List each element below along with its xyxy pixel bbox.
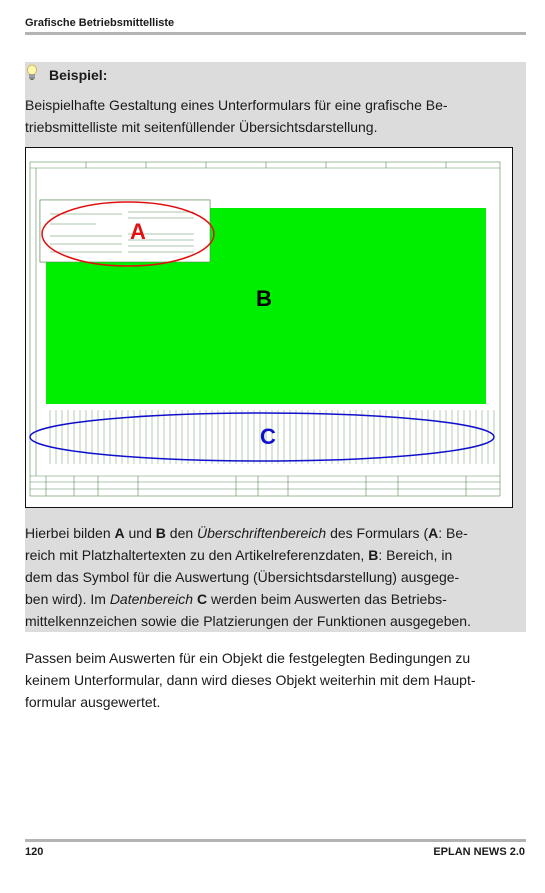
example-label: Beispiel: bbox=[49, 67, 108, 83]
label-b: B bbox=[256, 286, 272, 311]
running-header-title: Grafische Betriebsmittelliste bbox=[25, 17, 175, 29]
paragraph-line-1: Passen beim Auswerten für ein Objekt die festgelegten Bedingungen zu bbox=[25, 650, 471, 666]
body-paragraph bbox=[25, 647, 525, 713]
example-intro-text bbox=[25, 94, 525, 138]
footer-divider bbox=[25, 839, 526, 842]
explanation-line-3: dem das Symbol für die Auswertung (Übersichtsdarstellung) ausgege- bbox=[25, 569, 460, 585]
intro-line-1: Beispielhafte Gestaltung eines Unterformulars für eine grafische Be- bbox=[25, 97, 448, 113]
form-drawing bbox=[26, 148, 512, 507]
explanation-line-1: Hierbei bilden A und B den Überschriftenbereich des Formulars (A: Be- bbox=[25, 525, 468, 541]
explanation-line-2: reich mit Platzhaltertexten zu den Artikelreferenzdaten, B: Bereich, in bbox=[25, 547, 453, 563]
form-example-figure bbox=[25, 147, 513, 508]
paragraph-line-3: formular ausgewertet. bbox=[25, 694, 161, 710]
explanation-line-4: ben wird). Im Datenbereich C werden beim Auswerten das Betriebs- bbox=[25, 591, 447, 607]
intro-line-2: triebsmittelliste mit seitenfüllender Übersichtsdarstellung. bbox=[25, 119, 378, 135]
label-a: A bbox=[130, 219, 146, 244]
publication-name: EPLAN NEWS 2.0 bbox=[433, 846, 525, 858]
example-explanation bbox=[25, 522, 525, 632]
lightbulb-icon bbox=[26, 64, 38, 82]
explanation-line-5: mittelkennzeichen sowie die Platzierungen der Funktionen ausgegeben. bbox=[25, 613, 471, 629]
paragraph-line-2: keinem Unterformular, dann wird dieses Objekt weiterhin mit dem Haupt- bbox=[25, 672, 476, 688]
header-divider bbox=[25, 32, 526, 35]
page-number: 120 bbox=[25, 846, 44, 858]
label-c: C bbox=[260, 424, 276, 449]
